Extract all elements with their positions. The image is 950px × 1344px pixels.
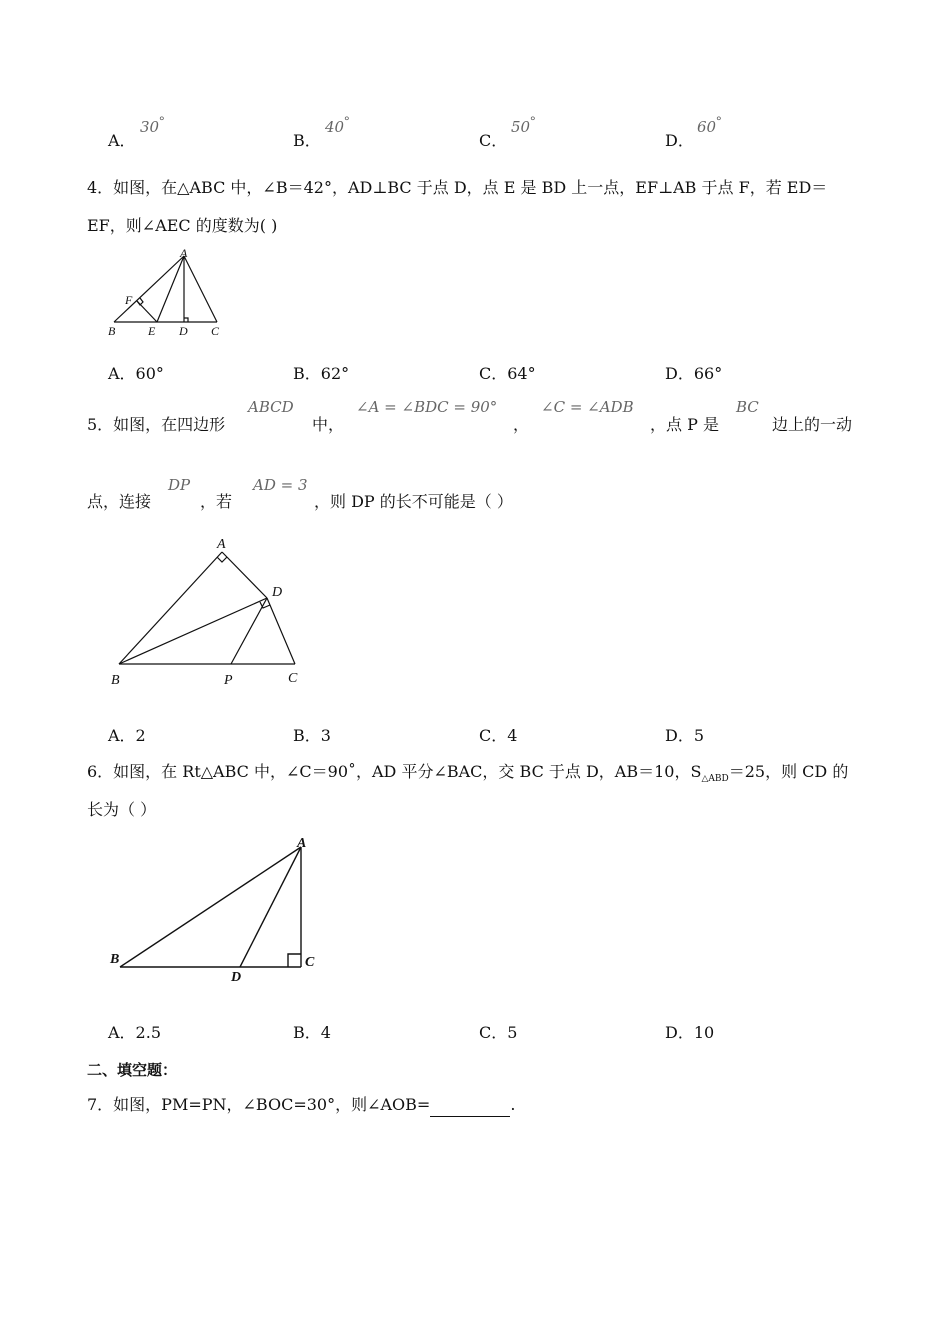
q5-math-angle-c: ∠C = ∠ADB (541, 398, 634, 416)
q4-line-ac (184, 256, 217, 322)
q5-option-b: B．3 (293, 726, 331, 745)
q7-question (87, 1093, 515, 1117)
q6-question-line2: 长为（ ） (87, 800, 157, 819)
q5-text-3: ， (513, 415, 530, 434)
q5-math-angle-a: ∠A = ∠BDC = 90° (356, 398, 498, 416)
q3-option-b-degree: ° (344, 113, 350, 129)
q6-subscript: △ABD (701, 774, 729, 785)
q6-figure (100, 830, 330, 990)
q6-right-angle-c (288, 954, 301, 967)
q5-text-6: 点，连接 (87, 492, 152, 511)
q4-option-b: B．62° (293, 364, 350, 383)
q3-option-a-degree: ° (159, 113, 165, 129)
q4-question-line2: EF，则∠AEC 的度数为( ) (87, 216, 278, 235)
q4-option-c: C．64° (479, 364, 536, 383)
section-title-fill-blank: 二、填空题： (87, 1061, 178, 1079)
q3-option-b: B． (293, 131, 321, 150)
q5-math-abcd: ABCD (248, 398, 294, 416)
q7-text: 7．如图，PM=PN，∠BOC=30°，则∠AOB= (87, 1095, 431, 1114)
q5-figure (105, 530, 315, 695)
q5-option-a: A．2 (108, 726, 146, 745)
q6-label-c: C (305, 955, 315, 970)
q5-math-dp: DP (168, 476, 191, 494)
q5-line-ba (119, 552, 222, 664)
q6-option-d: D．10 (665, 1023, 715, 1042)
q3-option-d-degree: ° (716, 113, 722, 129)
q3-option-a-value: 30 (140, 118, 160, 136)
q5-label-d: D (272, 585, 283, 600)
q7-period: . (510, 1095, 516, 1114)
q6-text-a: 6．如图，在 Rt△ABC 中，∠C＝90˚，AD 平分∠BAC，交 BC 于点 D，AB＝10，S (87, 762, 702, 781)
q4-label-c: C (211, 324, 220, 338)
q5-label-b: B (111, 673, 120, 688)
q5-line-dp (231, 598, 267, 664)
q5-line-dc (267, 598, 295, 664)
q4-figure (100, 245, 230, 340)
q5-option-c: C．4 (479, 726, 518, 745)
q4-question-line1: 4．如图，在△ABC 中，∠B＝42°，AD⊥BC 于点 D，点 E 是 BD 上一点，EF⊥AB 于点 F，若 ED＝ (87, 178, 828, 197)
q3-option-c-degree: ° (530, 113, 536, 129)
q5-label-a: A (217, 537, 226, 552)
q4-right-angle-d (184, 318, 188, 322)
q4-label-d: D (179, 324, 188, 338)
q5-line-bd (119, 598, 267, 664)
q5-math-ad: AD = 3 (253, 476, 308, 494)
q4-option-d: D．66° (665, 364, 723, 383)
q7-answer-blank[interactable] (430, 1098, 510, 1117)
q5-label-p: P (224, 673, 233, 688)
q6-label-b: B (110, 952, 120, 967)
q3-option-c-value: 50 (511, 118, 531, 136)
q5-text-1: 5．如图，在四边形 (87, 415, 226, 434)
q4-label-f: F (125, 293, 133, 307)
q3-option-c: C． (479, 131, 508, 150)
q6-text-b: ＝25，则 CD 的 (728, 762, 849, 781)
q4-option-a: A．60° (108, 364, 164, 383)
q4-line-ab (114, 256, 184, 322)
q3-option-b-value: 40 (325, 118, 345, 136)
q6-option-a: A．2.5 (108, 1023, 162, 1042)
q6-label-a: A (297, 836, 307, 851)
q5-label-c: C (288, 671, 298, 686)
q5-right-angle-a (217, 557, 227, 562)
q6-line-ad (240, 847, 301, 967)
q4-line-ae (157, 256, 184, 322)
q5-line-ad (222, 552, 267, 598)
q5-math-bc: BC (736, 398, 759, 416)
q4-label-b: B (108, 324, 116, 338)
q5-text-4: ，点 P 是 (650, 415, 719, 434)
q4-label-a: A (180, 246, 188, 260)
q5-text-2: 中， (312, 415, 345, 434)
q6-option-c: C．5 (479, 1023, 518, 1042)
q5-text-7: ，若 (200, 492, 233, 511)
q3-option-d: D． (665, 131, 694, 150)
q5-text-8: ，则 DP 的长不可能是（ ） (314, 492, 513, 511)
q4-label-e: E (148, 324, 156, 338)
q5-option-d: D．5 (665, 726, 705, 745)
q6-label-d: D (231, 970, 242, 985)
q5-text-5: 边上的一动 (772, 415, 853, 434)
q6-line-ba (120, 847, 301, 967)
q6-question-line1 (87, 760, 848, 791)
q3-option-a: A． (108, 131, 136, 150)
q3-option-d-value: 60 (697, 118, 717, 136)
q6-option-b: B．4 (293, 1023, 331, 1042)
